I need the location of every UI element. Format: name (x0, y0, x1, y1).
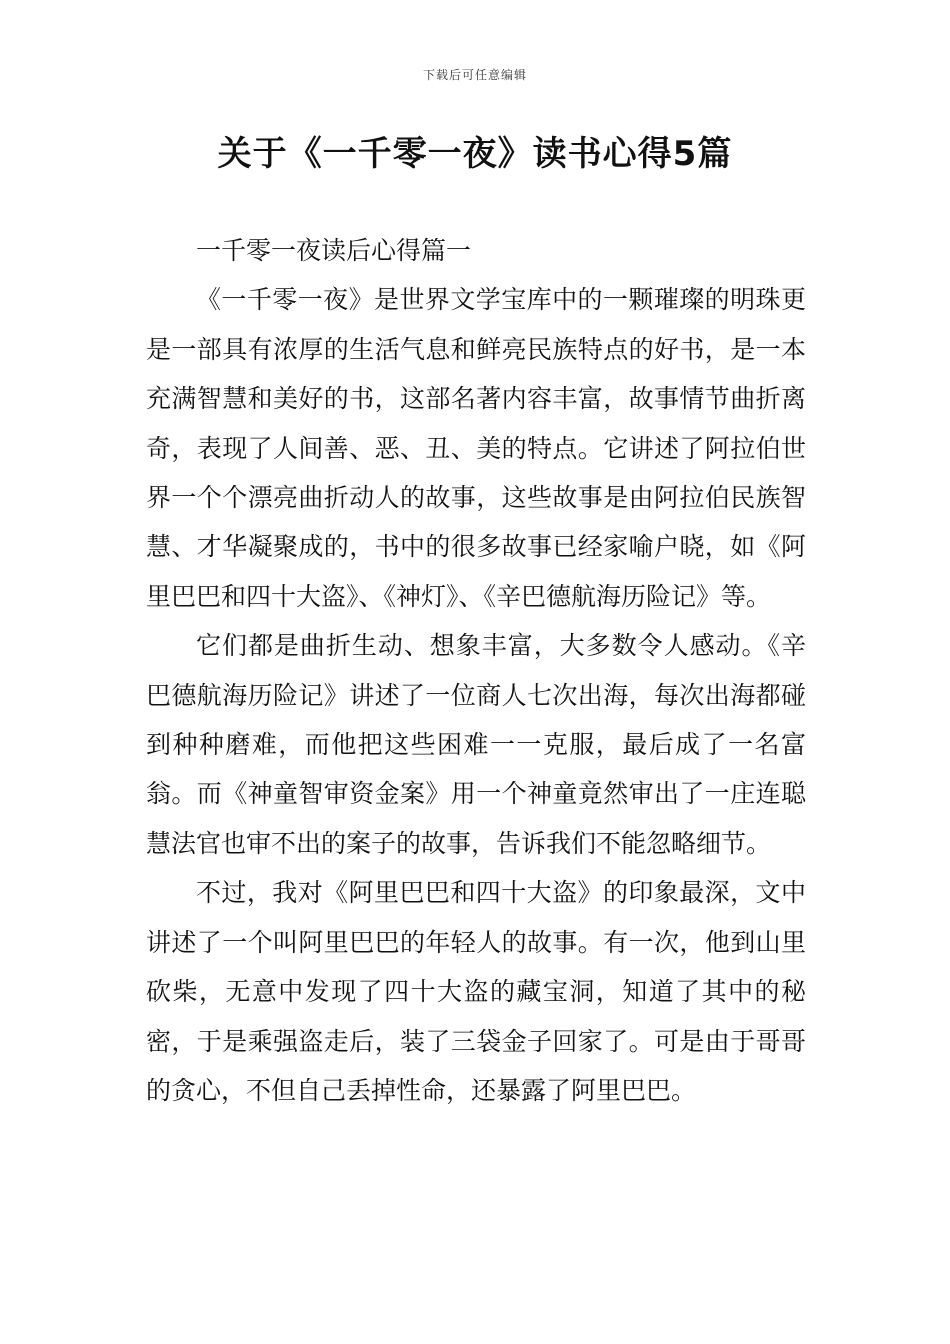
paragraph-3: 不过，我对《阿里巴巴和四十大盗》的印象最深，文中讲述了一个叫阿里巴巴的年轻人的故事。有一次，他到山里砍柴，无意中发现了四十大盗的藏宝洞，知道了其中的秘密，于是乘强盗走后，装了三袋金子回家了。可是由于哥哥的贪心，不但自己丢掉性命，还暴露了阿里巴巴。 (146, 878, 806, 1105)
section-heading: 一千零一夜读后心得篇一 (196, 236, 472, 265)
header-note: 下载后可任意编辑 (422, 68, 527, 82)
paragraph-2: 它们都是曲折生动、想象丰富，大多数令人感动。《辛巴德航海历险记》讲述了一位商人七次出海，每次出海都碰到种种磨难，而他把这些困难一一克服，最后成了一名富翁。而《神童智审资金案》用一个神童竟然审出了一庄连聪慧法官也审不出的案子的故事，告诉我们不能忽略细节。 (146, 631, 806, 858)
paragraph-1: 《一千零一夜》是世界文学宝库中的一颗璀璨的明珠更是一部具有浓厚的生活气息和鲜亮民族特点的好书，是一本充满智慧和美好的书，这部名著内容丰富，故事情节曲折离奇，表现了人间善、恶、丑、美的特点。它讲述了阿拉伯世界一个个漂亮曲折动人的故事，这些故事是由阿拉伯民族智慧、才华凝聚成的，书中的很多故事已经家喻户晓，如《阿里巴巴和四十大盗》、《神灯》、《辛巴德航海历险记》等。 (146, 285, 806, 611)
document-body (146, 226, 806, 1115)
document-title: 关于《一千零一夜》读书心得5篇 (217, 134, 733, 174)
